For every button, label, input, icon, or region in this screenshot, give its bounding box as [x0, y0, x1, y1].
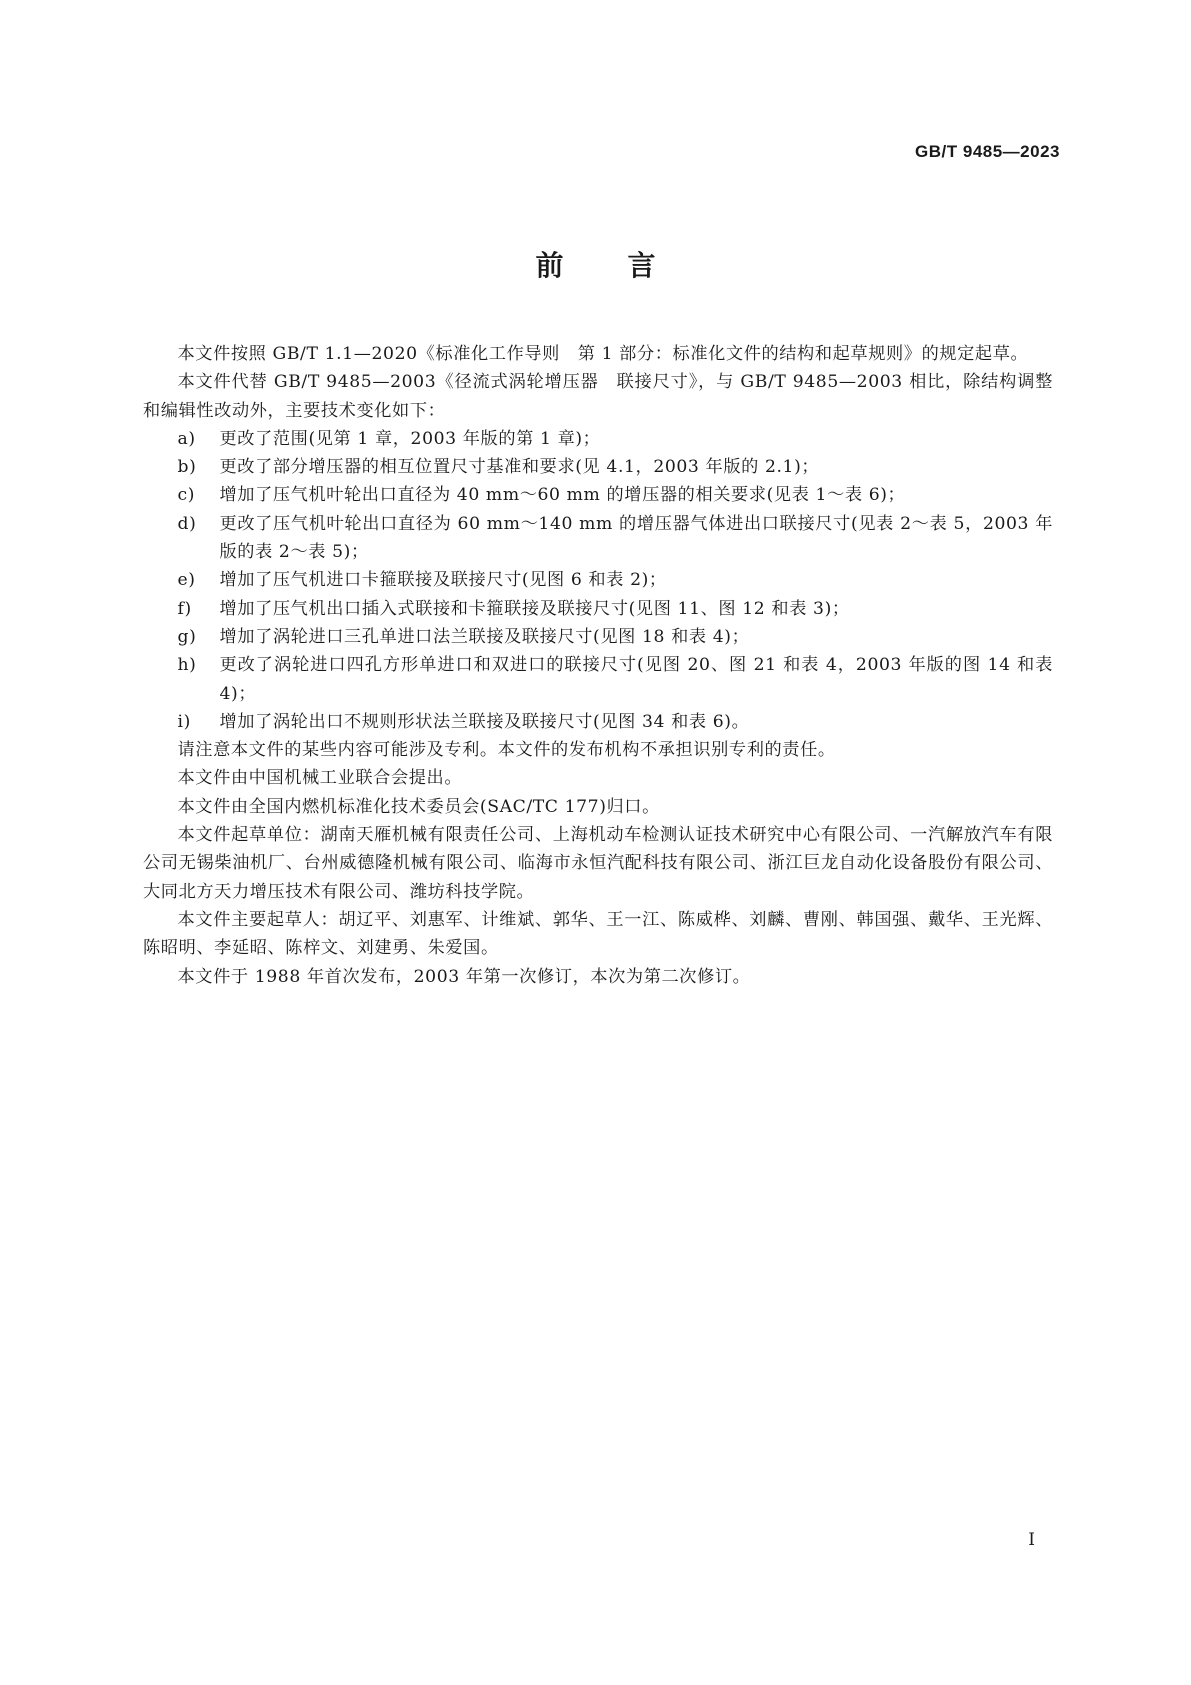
page-title [0, 244, 1191, 284]
list-item-label: h) [177, 655, 197, 676]
paragraph-patent-notice: 请注意本文件的某些内容可能涉及专利。本文件的发布机构不承担识别专利的责任。 [177, 740, 836, 761]
list-item [143, 425, 1053, 453]
list-item [143, 708, 1053, 736]
list-item-label: e) [177, 570, 196, 591]
paragraph-drafting-rules: 本文件按照 GB/T 1.1—2020《标准化工作导则 第 1 部分：标准化文件的结构和起草规则》的规定起草。 [177, 344, 1029, 364]
paragraph-replacement: 本文件代替 GB/T 9485—2003《径流式涡轮增压器 联接尺寸》，与 GB/T 9485—2003 相比，除结构调整和编辑性改动外，主要技术变化如下： [143, 372, 1053, 421]
list-item [143, 453, 1053, 481]
list-item-text: 更改了部分增压器的相互位置尺寸基准和要求(见 4.1，2003 年版的 2.1)； [219, 457, 820, 478]
paragraph-proposer: 本文件由中国机械工业联合会提出。 [177, 768, 463, 789]
list-item-label: g) [177, 626, 197, 647]
paragraph-drafting-units: 本文件起草单位：湖南天雁机械有限责任公司、上海机动车检测认证技术研究中心有限公司、一汽解放汽车有限公司无锡柴油机厂、台州威德隆机械有限公司、临海市永恒汽配科技有限公司、浙江巨龙自动化设备股份有限公司、大同北方天力增压技术有限公司、潍坊科技学院。 [143, 825, 1053, 902]
list-item-label: i) [177, 711, 191, 732]
list-item-label: a) [177, 428, 196, 449]
foreword-body [143, 340, 1053, 991]
list-item [143, 651, 1053, 708]
list-item [143, 481, 1053, 509]
list-item-text: 更改了压气机叶轮出口直径为 60 mm～140 mm 的增压器气体进出口联接尺寸(见表 2～表 5，2003 年版的表 2～表 5)； [219, 513, 1053, 563]
list-item [143, 566, 1053, 594]
list-item-text: 增加了压气机出口插入式联接和卡箍联接及联接尺寸(见图 11、图 12 和表 3)； [219, 598, 850, 619]
title-char-2: 言 [627, 249, 656, 282]
list-item-label: f) [177, 598, 192, 619]
list-item-text: 增加了压气机叶轮出口直径为 40 mm～60 mm 的增压器的相关要求(见表 1～表 6)； [219, 485, 906, 506]
list-item [143, 595, 1053, 623]
page-number: I [1028, 1530, 1035, 1550]
list-item-label: c) [177, 485, 196, 506]
list-item-label: b) [177, 457, 197, 478]
list-item-text: 更改了涡轮进口四孔方形单进口和双进口的联接尺寸(见图 20、图 21 和表 4，2003 年版的图 14 和表 4)； [219, 655, 1053, 704]
list-item-text: 增加了压气机进口卡箍联接及联接尺寸(见图 6 和表 2)； [219, 570, 667, 591]
paragraph-history: 本文件于 1988 年首次发布，2003 年第一次修订，本次为第二次修订。 [177, 966, 751, 987]
list-item-text: 增加了涡轮进口三孔单进口法兰联接及联接尺寸(见图 18 和表 4)； [219, 626, 750, 647]
list-item-text: 更改了范围(见第 1 章，2003 年版的第 1 章)； [219, 428, 601, 449]
title-char-1: 前 [535, 249, 564, 282]
list-item-text: 增加了涡轮出口不规则形状法兰联接及联接尺寸(见图 34 和表 6)。 [219, 711, 750, 732]
paragraph-centralized-by: 本文件由全国内燃机标准化技术委员会(SAC/TC 177)归口。 [177, 796, 660, 817]
changes-list [143, 425, 1053, 736]
list-item-label: d) [177, 513, 197, 534]
paragraph-drafters: 本文件主要起草人：胡辽平、刘惠军、计维斌、郭华、王一江、陈威桦、刘麟、曹刚、韩国强、戴华、王光辉、陈昭明、李延昭、陈梓文、刘建勇、朱爱国。 [143, 909, 1053, 959]
list-item [143, 510, 1053, 567]
list-item [143, 623, 1053, 651]
standard-code: GB/T 9485—2023 [915, 142, 1060, 161]
